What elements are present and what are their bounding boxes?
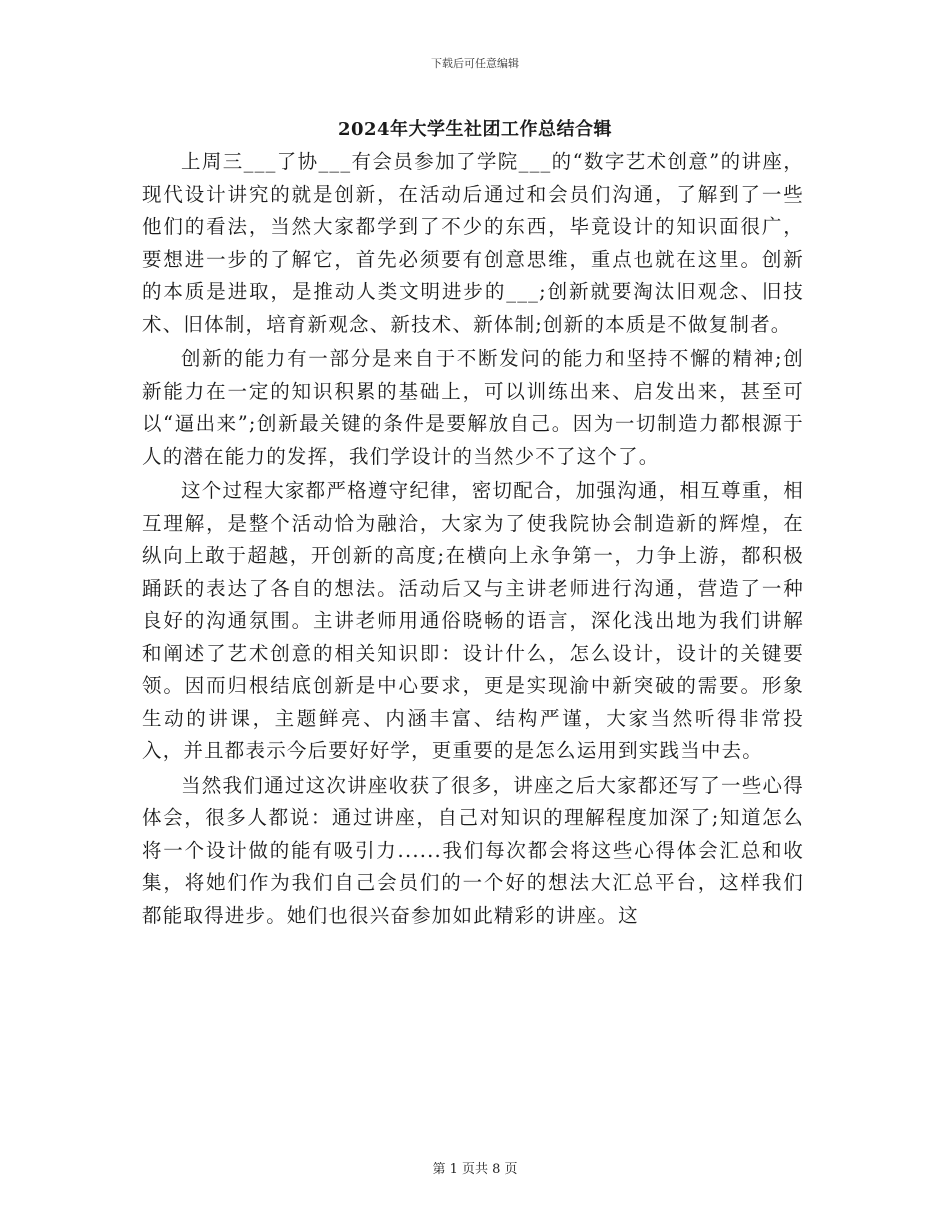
document-title: 2024年大学生社团工作总结合辑 bbox=[337, 119, 613, 140]
document-body bbox=[142, 146, 804, 934]
header-note: 下载后可任意编辑 bbox=[431, 57, 519, 70]
paragraph: 创新的能力有一部分是来自于不断发问的能力和坚持不懈的精神;创新能力在一定的知识积累的基础上，可以训练出来、启发出来，甚至可以“逼出来”;创新最关键的条件是要解放自己。因为一切制造力都根源于人的潜在能力的发挥，我们学设计的当然少不了这个了。 bbox=[142, 347, 804, 468]
page-number: 第 1 页共 8 页 bbox=[432, 1162, 518, 1177]
paragraph: 这个过程大家都严格遵守纪律，密切配合，加强沟通，相互尊重，相互理解，是整个活动恰为融洽，大家为了使我院协会制造新的辉煌，在纵向上敢于超越，开创新的高度;在横向上永争第一，力争上游，都积极踊跃的表达了各自的想法。活动后又与主讲老师进行沟通，营造了一种良好的沟通氛围。主讲老师用通俗晓畅的语言，深化浅出地为我们讲解和阐述了艺术创意的相关知识即：设计什么，怎么设计，设计的关键要领。因而归根结底创新是中心要求，更是实现渝中新突破的需要。形象生动的讲课，主题鲜亮、内涵丰富、结构严谨，大家当然听得非常投入，并且都表示今后要好好学，更重要的是怎么运用到实践当中去。 bbox=[142, 479, 804, 762]
paragraph: 上周三___了协___有会员参加了学院___的“数字艺术创意”的讲座，现代设计讲究的就是创新，在活动后通过和会员们沟通，了解到了一些他们的看法，当然大家都学到了不少的东西，毕竟设计的知识面很广，要想进一步的了解它，首先必须要有创意思维，重点也就在这里。创新的本质是进取，是推动人类文明进步的___;创新就要淘汰旧观念、旧技术、旧体制，培育新观念、新技术、新体制;创新的本质是不做复制者。 bbox=[142, 150, 804, 336]
paragraph: 当然我们通过这次讲座收获了很多，讲座之后大家都还写了一些心得体会，很多人都说：通过讲座，自己对知识的理解程度加深了;知道怎么将一个设计做的能有吸引力......我们每次都会将这些心得体会汇总和收集，将她们作为我们自己会员们的一个好的想法大汇总平台，这样我们都能取得进步。她们也很兴奋参加如此精彩的讲座。这 bbox=[142, 773, 804, 927]
